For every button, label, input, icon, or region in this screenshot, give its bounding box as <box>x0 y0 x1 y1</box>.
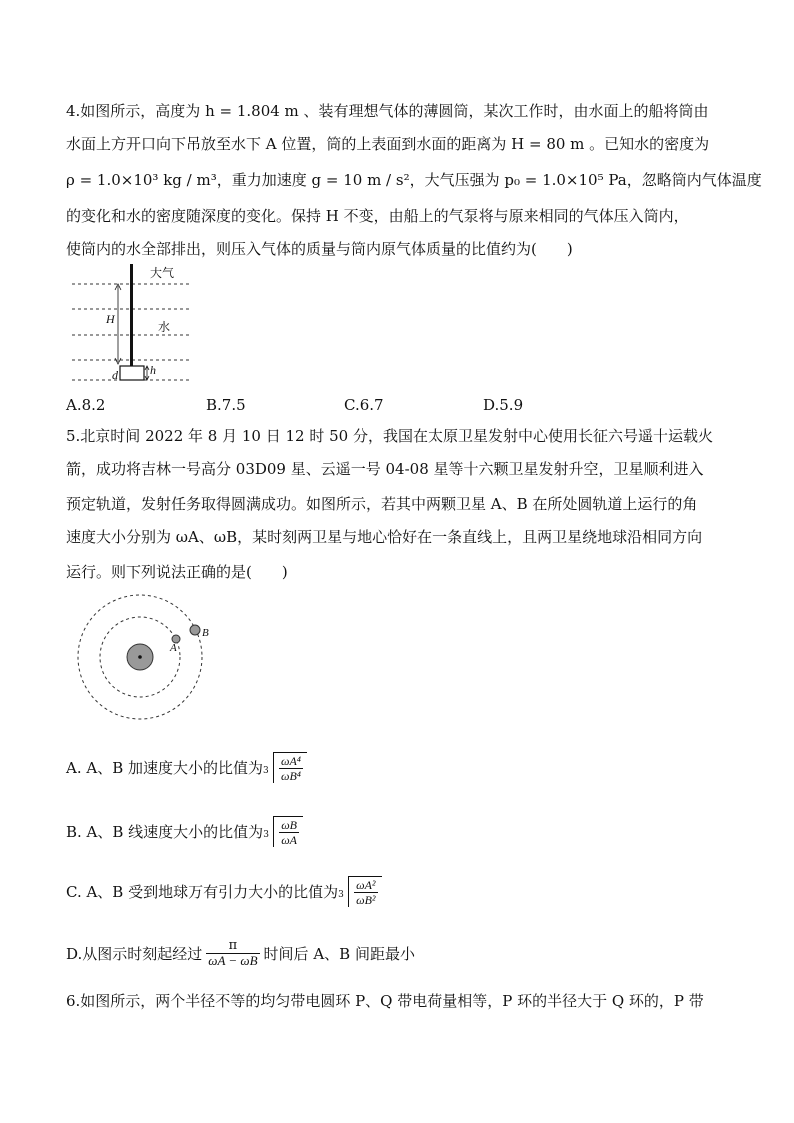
q5-option-a-cube-root <box>263 752 307 783</box>
q4-fig-label-d: d <box>112 368 118 382</box>
q4-line-3: ρ = 1.0×10³ kg / m³，重力加速度 g = 10 m / s²，大气压强为 p₀ = 1.0×10⁵ Pa，忽略筒内气体温度 <box>66 171 762 189</box>
q5-line-5: 运行。则下列说法正确的是( ) <box>66 563 288 581</box>
q5-option-c-text: C. A、B 受到地球万有引力大小的比值为 <box>66 882 339 901</box>
q4-line-4: 的变化和水的密度随深度的变化。保持 H 不变，由船上的气泵将与原来相同的气体压入筒内， <box>66 207 689 225</box>
q5-option-a <box>66 752 307 783</box>
q5-option-d <box>66 939 415 968</box>
q5-option-a-text: A. A、B 加速度大小的比值为 <box>66 758 263 777</box>
q5-line-2: 箭，成功将吉林一号高分 03D09 星、云遥一号 04-08 星等十六颗卫星发射升空，卫星顺利进入 <box>66 460 704 478</box>
q5-line-4: 速度大小分别为 ωA、ωB，某时刻两卫星与地心恰好在一条直线上，且两卫星绕地球沿相同方向 <box>66 528 703 546</box>
q4-cylinder-diagram <box>66 262 196 388</box>
q4-line-5: 使筒内的水全部排出，则压入气体的质量与筒内原气体质量的比值约为( ) <box>66 240 573 258</box>
fraction-denominator: ωA <box>281 833 297 847</box>
q5-line-1: 5.北京时间 2022 年 8 月 10 日 12 时 50 分，我国在太原卫星发射中心使用长征六号遥十运载火 <box>66 427 713 445</box>
root-index: 3 <box>263 766 269 776</box>
q4-fig-label-water: 水 <box>158 320 171 334</box>
q5-option-d-fraction <box>206 939 259 968</box>
q5-option-c-cube-root <box>338 876 381 907</box>
q5-option-c <box>66 876 382 907</box>
fraction-numerator: π <box>206 939 259 954</box>
q4-line-1: 4.如图所示，高度为 h = 1.804 m 、装有理想气体的薄圆筒，某次工作时，由水面上的船将筒由 <box>66 102 709 120</box>
q4-option-d: D.5.9 <box>483 396 524 414</box>
fraction-denominator: ωB⁴ <box>281 769 301 783</box>
fraction-numerator: ωB <box>281 818 297 832</box>
q5-fig-label-b: B <box>202 627 209 639</box>
q4-line-2: 水面上方开口向下吊放至水下 A 位置，筒的上表面到水面的距离为 H = 80 m 。已知水的密度为 <box>66 135 710 153</box>
root-index: 3 <box>338 890 344 900</box>
q5-option-d-text-pre: D.从图示时刻起经过 <box>66 944 203 963</box>
q5-line-3: 预定轨道，发射任务取得圆满成功。如图所示，若其中两颗卫星 A、B 在所处圆轨道上运行的角 <box>66 495 698 513</box>
fraction-numerator: ωA² <box>356 878 376 892</box>
fraction-denominator: ωA − ωB <box>208 953 258 968</box>
q5-option-d-text-post: 时间后 A、B 间距最小 <box>263 944 415 963</box>
fraction-denominator: ωB² <box>356 893 376 907</box>
q5-option-b-cube-root <box>263 816 303 847</box>
q6-line-1: 6.如图所示，两个半径不等的均匀带电圆环 P、Q 带电荷量相等，P 环的半径大于 Q 环的，P 带 <box>66 992 704 1010</box>
q4-option-b: B.7.5 <box>206 396 246 414</box>
q5-fig-label-a: A <box>170 642 177 654</box>
fraction-numerator: ωA⁴ <box>281 754 301 768</box>
q4-fig-label-H: H <box>106 312 115 326</box>
q4-option-a: A.8.2 <box>66 396 106 414</box>
q5-option-b <box>66 816 303 847</box>
q4-fig-label-air: 大气 <box>150 266 175 280</box>
q5-orbit-diagram <box>74 592 214 724</box>
q5-option-b-text: B. A、B 线速度大小的比值为 <box>66 822 264 841</box>
root-index: 3 <box>263 830 269 840</box>
q4-fig-label-h: h <box>150 363 156 377</box>
q4-option-c: C.6.7 <box>344 396 384 414</box>
